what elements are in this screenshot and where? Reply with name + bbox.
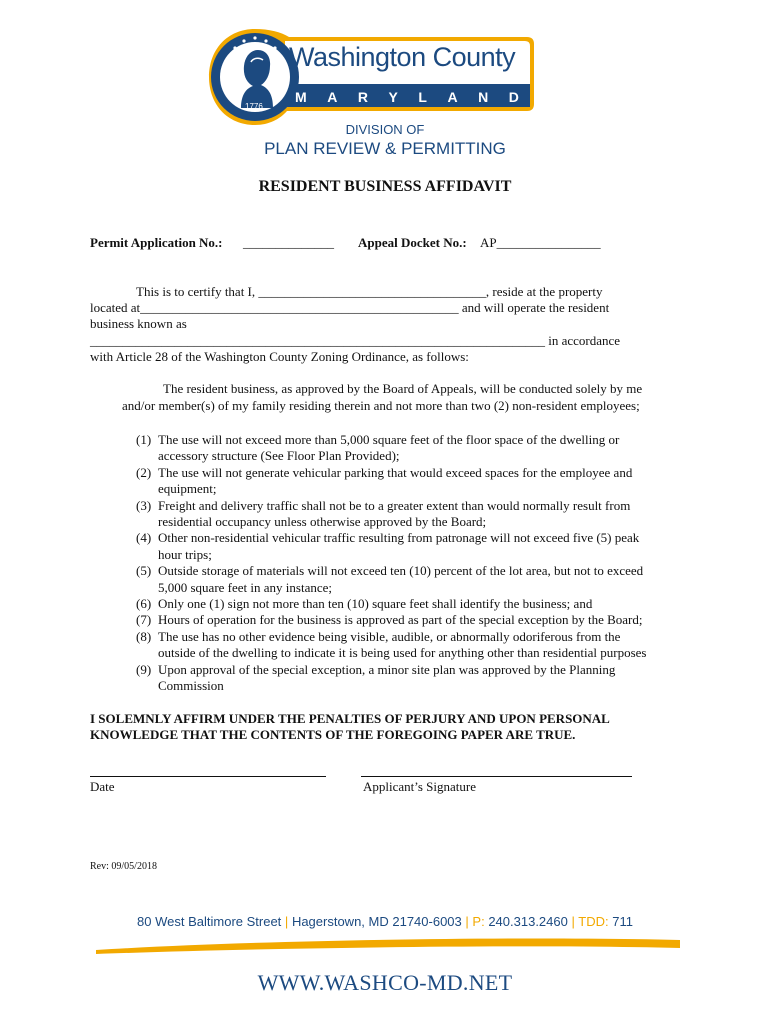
footer-separator: |: [571, 914, 575, 929]
logo-state-letter: A: [447, 89, 458, 105]
list-item-number: (4): [136, 530, 152, 546]
list-item-text: Only one (1) sign not more than ten (10) square feet shall identify the business; and: [158, 596, 593, 612]
permit-application-label: Permit Application No.:: [90, 235, 223, 250]
list-item-number: (6): [136, 596, 152, 612]
logo-state-letter: R: [357, 89, 368, 105]
certification-line: This is to certify that I, ___________________________________, reside at the property: [136, 284, 603, 299]
list-item-number: (9): [136, 661, 152, 677]
list-item-text: The use will not exceed more than 5,000 square feet of the floor space of the dwelling or: [158, 432, 620, 447]
certification-line: business known as: [90, 316, 187, 331]
list-item-number: (1): [136, 432, 152, 447]
list-item-text: hour trips;: [158, 546, 212, 562]
logo-state-letter: A: [327, 89, 338, 105]
appeal-docket-field[interactable]: AP________________: [480, 235, 601, 250]
list-item: [136, 465, 646, 498]
logo-state-letter: N: [478, 89, 489, 105]
intro-line: and/or member(s) of my family residing therein and not more than two (2) non-resident employees;: [122, 398, 640, 413]
list-item-text: outside of the dwelling to indicate it is being used for anything other than residential purposes: [158, 645, 647, 661]
list-item: [136, 612, 646, 628]
list-item-number: (8): [136, 628, 152, 644]
list-item-text: The use will not generate vehicular parking that would exceed spaces for the employee and: [158, 464, 633, 480]
tdd-number: 711: [612, 914, 633, 929]
date-label: Date: [90, 779, 115, 794]
list-item: [136, 530, 646, 563]
list-item-number: (2): [136, 464, 152, 480]
phone-label: P:: [472, 914, 485, 929]
logo-state-letter: D: [508, 89, 519, 105]
logo-title: Washington County: [289, 42, 516, 72]
list-item-number: (5): [136, 563, 152, 579]
signature-label: Applicant’s Signature: [363, 779, 477, 794]
footer-address: [0, 914, 770, 929]
footer-separator: |: [284, 914, 289, 929]
phone-number: 240.313.2460: [488, 914, 568, 929]
division-name: PLAN REVIEW & PERMITTING: [264, 139, 506, 158]
list-item: [136, 662, 646, 695]
conditions-list: [136, 432, 646, 695]
certification-line: ______________________________________________________________________ in accordance: [90, 333, 621, 348]
website-link[interactable]: WWW.WASHCO-MD.NET: [257, 970, 513, 995]
affirmation-line: I SOLEMNLY AFFIRM UNDER THE PENALTIES OF PERJURY AND UPON PERSONAL: [90, 711, 610, 726]
footer-separator: |: [465, 914, 469, 929]
date-field[interactable]: [90, 776, 326, 777]
certification-line: located at_________________________________________________ and will operate the resident: [90, 300, 610, 315]
list-item: [136, 629, 646, 662]
list-item-text: Freight and delivery traffic shall not be to a greater extent than would normally result from: [158, 497, 631, 513]
logo-state-letter: L: [418, 89, 427, 105]
list-item-text: Other non-residential vehicular traffic resulting from patronage will not exceed five (5) peak: [158, 530, 640, 546]
tdd-label: TDD:: [578, 914, 609, 929]
list-item-text: accessory structure (See Floor Plan Provided);: [158, 448, 400, 464]
list-item: [136, 498, 646, 531]
logo-year: 1776: [245, 102, 263, 111]
revision-date: Rev: 09/05/2018: [90, 861, 157, 872]
list-item: [136, 432, 646, 465]
intro-line: The resident business, as approved by the Board of Appeals, will be conducted solely by me: [163, 381, 643, 396]
list-item-text: Upon approval of the special exception, a minor site plan was approved by the Planning: [158, 661, 616, 677]
county-logo: [207, 28, 537, 126]
list-item-text: 5,000 square feet in any instance;: [158, 579, 332, 595]
list-item-number: (7): [136, 612, 152, 628]
permit-application-field[interactable]: ______________: [243, 235, 334, 250]
signature-field[interactable]: [361, 776, 632, 777]
list-item: [136, 596, 646, 612]
affirmation-line: KNOWLEDGE THAT THE CONTENTS OF THE FOREGOING PAPER ARE TRUE.: [90, 727, 576, 742]
list-item-text: Commission: [158, 678, 224, 694]
address-city: Hagerstown, MD 21740-6003: [291, 914, 462, 929]
list-item-text: equipment;: [158, 481, 217, 497]
list-item: [136, 563, 646, 596]
list-item-text: residential occupancy unless otherwise approved by the Board;: [158, 514, 487, 530]
logo-state-letter: M: [295, 89, 307, 105]
certification-line: with Article 28 of the Washington County Zoning Ordinance, as follows:: [90, 349, 469, 364]
footer-swoosh: [96, 934, 680, 958]
list-item-text: The use has no other evidence being visible, audible, or abnormally odoriferous from the: [158, 628, 621, 644]
page-title: RESIDENT BUSINESS AFFIDAVIT: [258, 178, 512, 195]
division-label: DIVISION OF: [345, 122, 425, 137]
address-street: 80 West Baltimore Street: [137, 914, 282, 929]
appeal-docket-label: Appeal Docket No.:: [358, 235, 467, 250]
list-item-text: Outside storage of materials will not exceed ten (10) percent of the lot area, but not to exceed: [158, 563, 644, 579]
logo-state-letter: Y: [388, 89, 398, 105]
logo-state-name: [295, 89, 519, 105]
list-item-number: (3): [136, 497, 152, 513]
list-item-text: Hours of operation for the business is approved as part of the special exception by the Board;: [158, 612, 643, 628]
